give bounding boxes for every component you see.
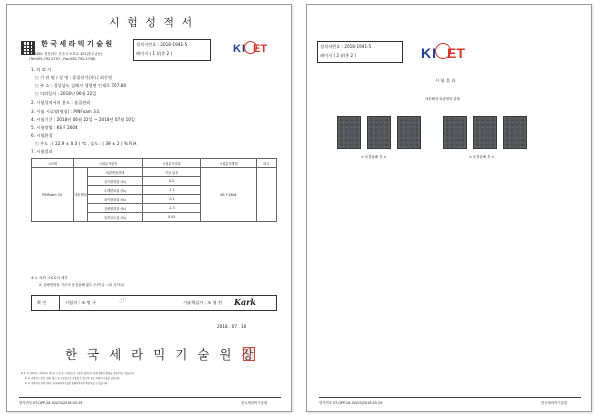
result-cell: 0.03 bbox=[143, 213, 201, 222]
test-results-heading: 7. 시험결과 bbox=[31, 149, 53, 154]
result-cell: 0.2 bbox=[143, 177, 201, 186]
sample-cell: P/NFoam 3호 bbox=[32, 168, 74, 222]
certificate-page-1 bbox=[6, 4, 292, 412]
sample-photo-before-1 bbox=[337, 116, 361, 149]
result-cell: -1.1 bbox=[143, 186, 201, 195]
sample-photo-after-3 bbox=[503, 116, 527, 149]
item-cell: 길이변화율 (%) bbox=[88, 177, 143, 186]
test-method: 5. 시험방법 : KS F 2604 bbox=[31, 125, 78, 130]
group-cell: 내동해성 bbox=[74, 168, 88, 222]
certificate-purpose: 2. 시험성적서의 용도 : 품질관리 bbox=[31, 100, 91, 105]
sample-name: 3. 시험 시료명(명칭) : P/NFoam 3호 bbox=[31, 109, 100, 114]
director-title: 한 국 세 라 믹 기 술 원 장 bbox=[65, 347, 257, 362]
table-row bbox=[32, 168, 277, 177]
method-cell: KS F 2604 bbox=[201, 168, 257, 222]
disclaimer-3: 3. 이 성적서의 진위 여부는 한국세라믹기술원 홈페이지에서 확인하실 수 있습니다. bbox=[25, 382, 108, 385]
caption-before: < 동결융해 전 > bbox=[361, 155, 387, 159]
institute-contact: (Tel:055-792-2757 , Fax:055-792-2758) bbox=[29, 57, 96, 61]
cert-number: 성적서번호 : 2018-1941-5 bbox=[320, 44, 372, 49]
document-title: 시 험 성 적 서 bbox=[109, 16, 195, 29]
item-cell: 외관변형상태 bbox=[88, 168, 143, 177]
header-remark: 비고 bbox=[257, 159, 277, 168]
sample-photo-after-1 bbox=[443, 116, 467, 149]
note-2: 2. 길량변화율 기준의 동결융해 횟수 (사이클 : 12 사이클) bbox=[39, 283, 125, 287]
photo-title: 내동해성 외관변화 관찰 bbox=[425, 97, 460, 101]
footer-org: 한국세라믹기술원 bbox=[241, 401, 268, 405]
sample-photo-before-3 bbox=[397, 116, 421, 149]
test-environment-heading: 6. 시험환경 bbox=[31, 133, 53, 138]
page-indicator: 페이지 ( 2 )/(총 2 ) bbox=[320, 53, 357, 58]
item-cell: 질량변화율 (%) bbox=[88, 204, 143, 213]
institute-address: 우52851 경상남도 진주시 소호로 101(충무공동) bbox=[29, 52, 103, 56]
test-period: 4. 시험기간 : 2018년 06월 22일 ~ 2018년 07월 10일 bbox=[31, 117, 135, 122]
page-indicator: 페이지 ( 1 )/(총 2 ) bbox=[136, 51, 173, 56]
tester-signature: dh bbox=[117, 295, 128, 306]
request-date: ○ 의뢰일자 : 2018년 06월 22일 bbox=[35, 91, 97, 96]
cert-number: 성적서번호 : 2018-1941-5 bbox=[136, 42, 188, 47]
item-cell: 압축강도율 (%) bbox=[88, 213, 143, 222]
remark-cell bbox=[257, 168, 277, 222]
footer-divider bbox=[319, 397, 581, 398]
form-code: 양식번호 KT-QPP-26-02(03)2018.05.29 bbox=[19, 401, 83, 405]
result-cell: -0.1 bbox=[143, 195, 201, 204]
header-sample: 시료명 bbox=[32, 159, 74, 168]
logo-text: KI bbox=[421, 45, 437, 61]
requester-heading: 1. 의 뢰 자 bbox=[31, 67, 52, 72]
logo-text: KI bbox=[233, 43, 246, 55]
logo-accent: ET bbox=[447, 45, 465, 61]
test-environment: ○ 온도 : ( 22.9 ± 0.3 ) ℃ , 습도 : ( 39 ± 2 ) % R.H. bbox=[35, 141, 138, 146]
official-seal-icon bbox=[243, 347, 255, 361]
signature-divider bbox=[59, 295, 60, 311]
result-cell: 이상 없음 bbox=[143, 168, 201, 177]
item-cell: 두께변화율 (%) bbox=[88, 186, 143, 195]
requester-name: ○ 기 관 명 / 성 명 : 휴펄산기(주) / 최동원 bbox=[35, 75, 113, 80]
institute-name: 한 국 세 라 믹 기 술 원 bbox=[41, 40, 113, 48]
results-table bbox=[31, 158, 277, 222]
certificate-page-2 bbox=[306, 4, 592, 412]
item-cell: 폭이변화율 (%) bbox=[88, 195, 143, 204]
tester-label: 시험자 : 조 명 구 bbox=[65, 300, 97, 305]
footer-org: 한국세라믹기술원 bbox=[541, 401, 568, 405]
manager-signature: Kark bbox=[234, 297, 256, 307]
disclaimer-1: ※ 1. 이 성적서는 의뢰자가 제시한 시료 및 시료명으로 시험한 결과로서 전체 제품의 품질을 보증하지는 않습니다. bbox=[21, 372, 135, 375]
logo-accent: ET bbox=[253, 43, 268, 55]
disclaimer-2: 2. 이 성적서는 홍보, 선전, 광고 및 소송용으로 사용될 수 없으며, 용도 이외의 사용을 금합니다. bbox=[25, 377, 121, 380]
sample-photo-after-2 bbox=[473, 116, 497, 149]
section-title: 시 험 결 과 bbox=[435, 78, 456, 83]
sample-photo-before-2 bbox=[367, 116, 391, 149]
header-result: 시험분석결과 bbox=[143, 159, 201, 168]
header-item: 시험분석항목 bbox=[74, 159, 143, 168]
issue-date: 2018 . 07 . 10 bbox=[217, 324, 247, 329]
manager-label: 기술책임자 : 조 형 현 bbox=[183, 300, 223, 305]
header-method: 시험분석방법 bbox=[201, 159, 257, 168]
confirm-label: 확 인 bbox=[37, 300, 47, 305]
requester-address: ○ 주 소 : 경상남도 김해시 생림면 인제로 707-80 bbox=[35, 83, 127, 88]
caption-after: < 동결융해 후 > bbox=[469, 155, 495, 159]
note-1: ※ 1. 의뢰 시료로서 세부 bbox=[31, 276, 68, 280]
form-code: 양식번호 KT-QPP-26-02(03)2018.05.29 bbox=[319, 401, 383, 405]
result-cell: -1.3 bbox=[143, 204, 201, 213]
table-header-row bbox=[32, 159, 277, 168]
footer-divider bbox=[19, 397, 281, 398]
